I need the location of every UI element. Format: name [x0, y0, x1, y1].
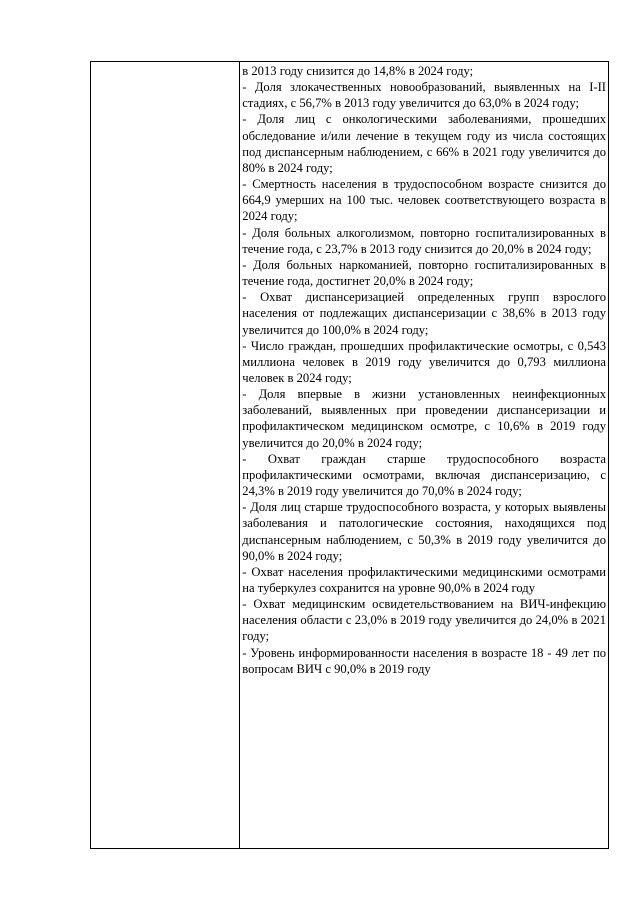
indicator-paragraph: - Охват медицинским освидетельствованием на ВИЧ-инфекцию населения области с 23,0% в 2019 году увеличится до 24,0% в 2021 году;: [242, 597, 606, 644]
table-cell-left: [91, 62, 240, 849]
program-indicators-table: [90, 61, 609, 849]
indicator-paragraph: - Смертность населения в трудоспособном возрасте снизится до 664,9 умерших на 100 тыс. человек соответствующего возраста в 2024 году;: [242, 177, 606, 224]
indicator-paragraph: в 2013 году снизится до 14,8% в 2024 году;: [242, 64, 474, 78]
indicator-paragraph: - Доля злокачественных новообразований, выявленных на I-II стадиях, с 56,7% в 2013 году увеличится до 63,0% в 2024 году;: [242, 80, 606, 111]
indicator-paragraph: - Доля больных наркоманией, повторно госпитализированных в течение года, достигнет 20,0% в 2024 году;: [242, 257, 606, 289]
table-cell-right: [240, 62, 609, 849]
indicators-text: [240, 62, 608, 848]
indicator-paragraph: - Уровень информированности населения в возрасте 18 - 49 лет по вопросам ВИЧ с 90,0% в 2019 году: [242, 645, 606, 676]
indicator-paragraph: - Доля лиц старше трудоспособного возраста, у которых выявлены заболевания и патологические состояния, находящихся под диспансерным наблюдением, с 50,3% в 2019 году увеличится до 90,0% в 2024 году;: [242, 500, 606, 563]
table-row: [91, 62, 609, 849]
indicator-paragraph: - Доля впервые в жизни установленных неинфекционных заболеваний, выявленных при проведении диспансеризации и профилактическом медицинском осмотре, с 10,6% в 2019 году увеличится до 20,0% в 2024 году;: [242, 387, 606, 450]
indicator-paragraph: - Охват граждан старше трудоспособного возраста профилактическими осмотрами, включая диспансеризацию, с 24,3% в 2019 году увеличится до 70,0% в 2024 году;: [242, 451, 606, 499]
indicator-paragraph: - Охват населения профилактическими медицинскими осмотрами на туберкулез сохранится на уровне 90,0% в 2024 году: [242, 564, 606, 595]
indicator-paragraph: - Число граждан, прошедших профилактические осмотры, с 0,543 миллиона человек в 2019 году увеличится до 0,793 миллиона человек в 2024 году;: [242, 338, 606, 385]
indicator-paragraph: - Доля лиц с онкологическими заболеваниями, прошедших обследование и/или лечение в текущем году из числа состоящих под диспансерным наблюдением, с 66% в 2021 году увеличится до 80% в 2024 году;: [242, 112, 606, 175]
indicator-paragraph: - Доля больных алкоголизмом, повторно госпитализированных в течение года, с 23,7% в 2013 году снизится до 20,0% в 2024 году;: [242, 225, 606, 256]
indicator-paragraph: - Охват диспансеризацией определенных групп взрослого населения от подлежащих диспансеризации с 38,6% в 2013 году увеличится до 100,0% в 2024 году;: [242, 290, 606, 337]
left-cell-text: [91, 62, 239, 848]
